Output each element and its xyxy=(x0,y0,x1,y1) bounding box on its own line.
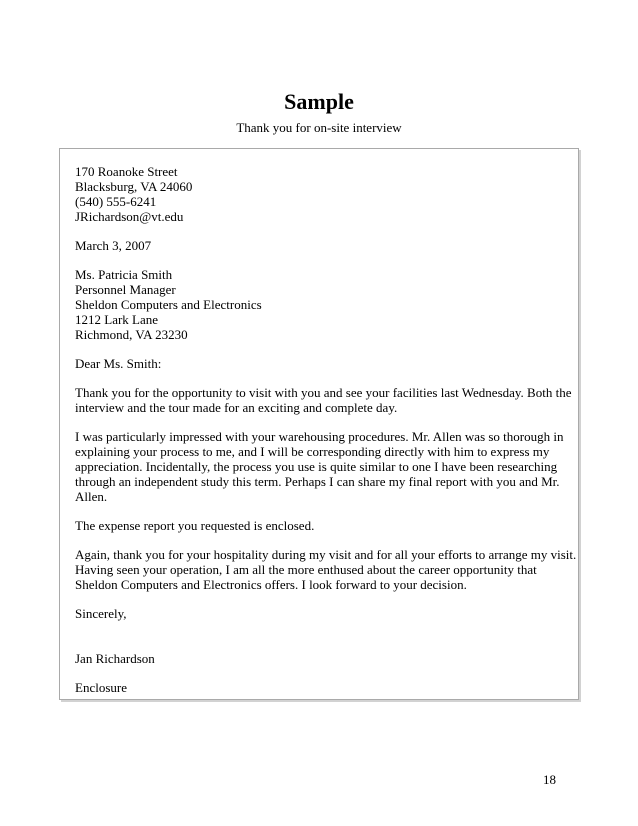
signature xyxy=(75,651,570,666)
paragraph-line: Again, thank you for your hospitality during my visit and for all your efforts to arrange my visit. xyxy=(75,547,577,562)
letter-body xyxy=(75,164,577,695)
paragraph-line: through an independent study this term. Perhaps I can share my final report with you and Mr. xyxy=(75,474,560,489)
date-text: March 3, 2007 xyxy=(75,238,152,253)
paragraph-closing-remarks xyxy=(75,547,577,592)
enclosure xyxy=(75,680,570,695)
paragraph-line: I was particularly impressed with your warehousing procedures. Mr. Allen was so thorough in xyxy=(75,429,564,444)
recipient-name: Ms. Patricia Smith xyxy=(75,267,173,282)
paragraph-line: Sheldon Computers and Electronics offers. I look forward to your decision. xyxy=(75,577,467,592)
paragraph-line: Having seen your operation, I am all the more enthused about the career opportunity that xyxy=(75,562,537,577)
sender-street: 170 Roanoke Street xyxy=(75,164,178,179)
paragraph-line: Thank you for the opportunity to visit with you and see your facilities last Wednesday. Both the xyxy=(75,385,572,400)
sender-email: JRichardson@vt.edu xyxy=(75,209,184,224)
signature-name: Jan Richardson xyxy=(75,651,155,666)
page-subtitle: Thank you for on-site interview xyxy=(236,120,402,135)
sender-address xyxy=(75,164,570,224)
letter-date xyxy=(75,238,570,253)
paragraph-impressed xyxy=(75,429,570,504)
page-number: 18 xyxy=(543,772,556,787)
recipient-company: Sheldon Computers and Electronics xyxy=(75,297,262,312)
recipient-city: Richmond, VA 23230 xyxy=(75,327,188,342)
salutation xyxy=(75,356,570,371)
closing-text: Sincerely, xyxy=(75,606,127,621)
paragraph-line: explaining your process to me, and I will be corresponding directly with him to express my xyxy=(75,444,550,459)
page-title: Sample xyxy=(284,89,354,114)
enclosure-text: Enclosure xyxy=(75,680,127,695)
paragraph-line: appreciation. Incidentally, the process you use is quite similar to one I have been researching xyxy=(75,459,558,474)
paragraph-line: The expense report you requested is enclosed. xyxy=(75,518,315,533)
closing xyxy=(75,606,570,621)
paragraph-expense xyxy=(75,518,570,533)
paragraph-line: Allen. xyxy=(75,489,108,504)
sender-city: Blacksburg, VA 24060 xyxy=(75,179,193,194)
paragraph-line: interview and the tour made for an exciting and complete day. xyxy=(75,400,398,415)
salutation-text: Dear Ms. Smith: xyxy=(75,356,162,371)
paragraph-thanks xyxy=(75,385,570,415)
recipient-title: Personnel Manager xyxy=(75,282,176,297)
recipient-street: 1212 Lark Lane xyxy=(75,312,159,327)
recipient-address xyxy=(75,267,570,342)
sender-phone: (540) 555-6241 xyxy=(75,194,157,209)
